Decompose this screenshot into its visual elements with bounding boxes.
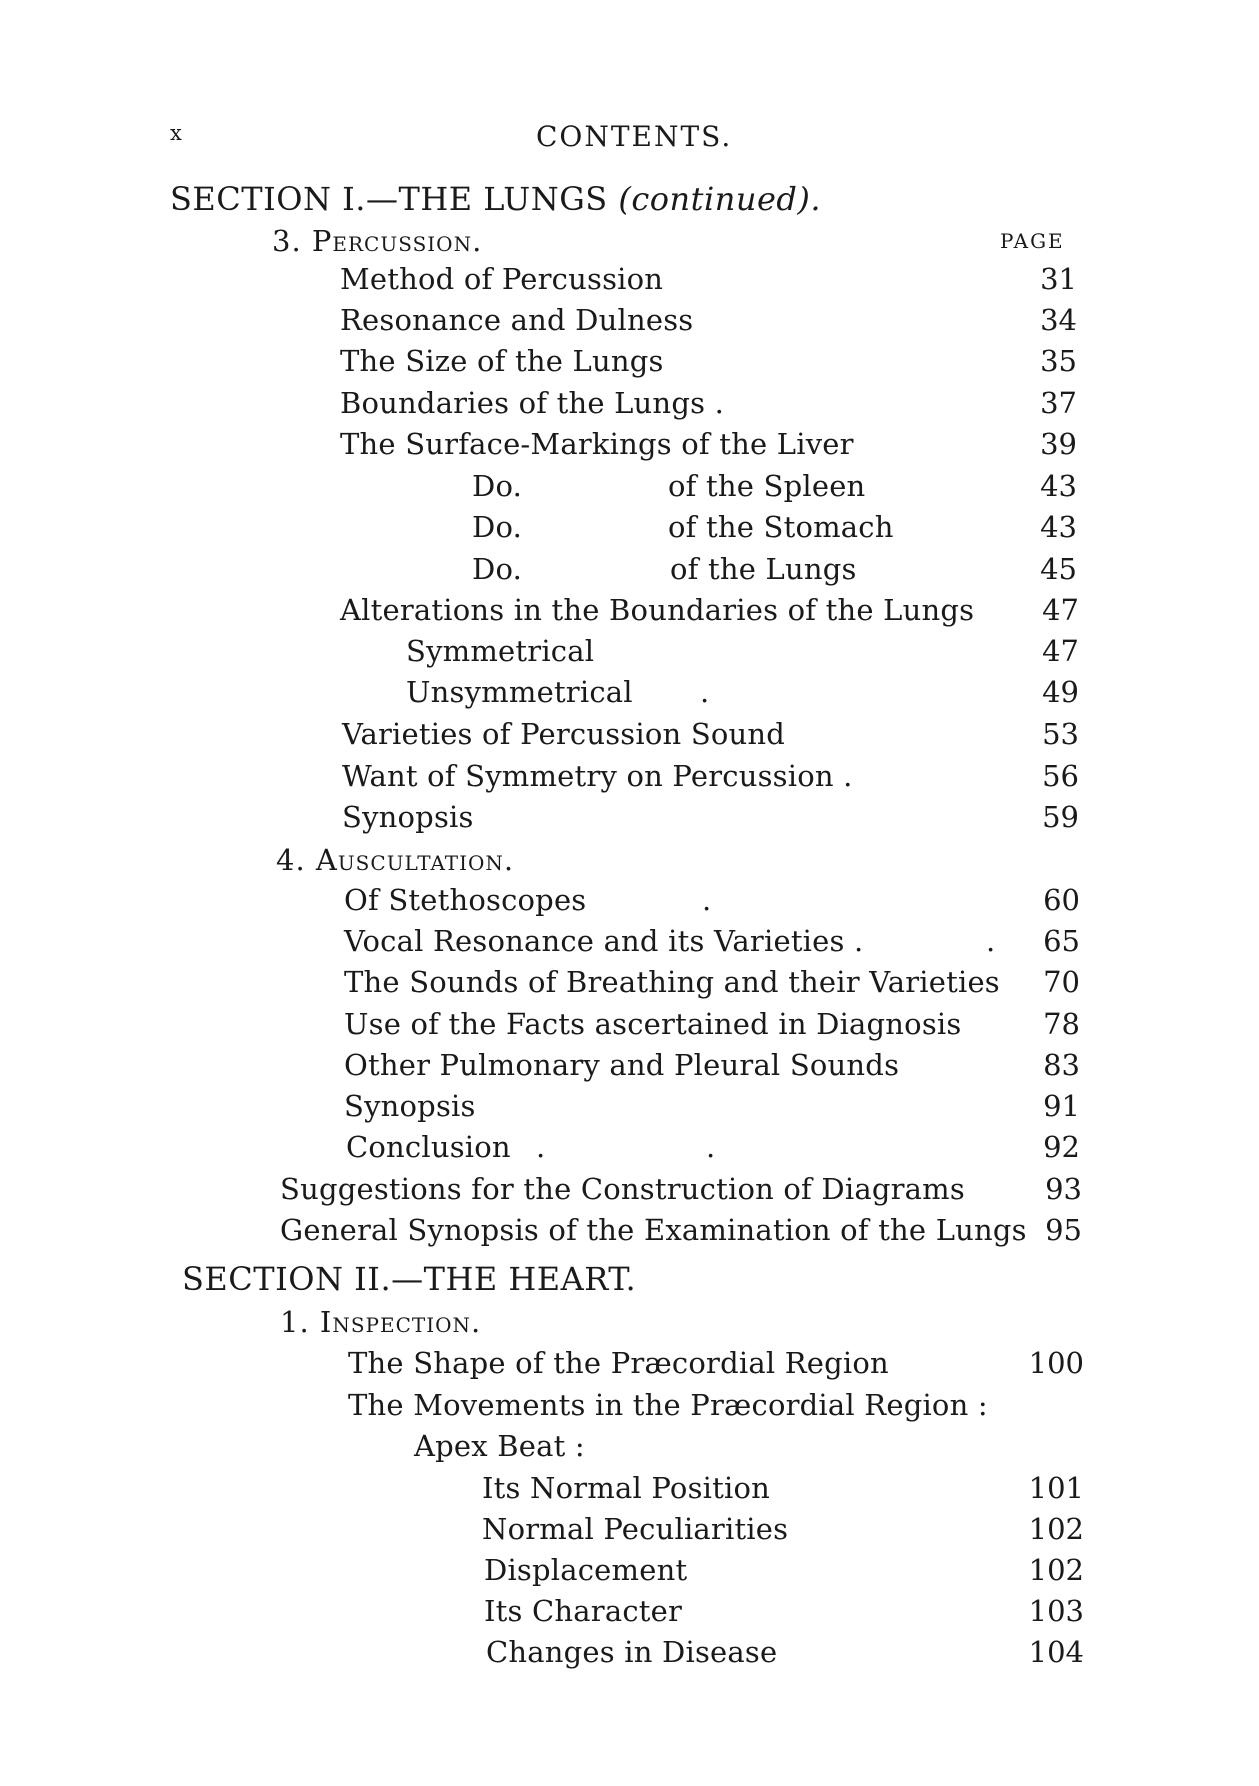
- toc-entry-label: Suggestions for the Construction of Diagrams: [280, 1172, 965, 1206]
- toc-entry-page: 43: [1040, 469, 1077, 503]
- toc-entry-page: 53: [1042, 717, 1079, 751]
- toc-entry-label: Symmetrical: [406, 634, 595, 668]
- toc-entry-page: 43: [1040, 510, 1077, 544]
- leader-dot: .: [702, 883, 712, 917]
- toc-entry-page: 35: [1040, 344, 1077, 378]
- toc-entry-page: 92: [1043, 1130, 1080, 1164]
- leader-dot: .: [986, 924, 996, 958]
- subsection-auscultation-heading: 4. Auscultation.: [276, 843, 515, 877]
- toc-entry-label: The Movements in the Præcordial Region :: [348, 1388, 988, 1422]
- toc-entry-ditto: Do.: [472, 552, 523, 586]
- toc-entry-label: Of Stethoscopes: [344, 883, 587, 917]
- page-title: CONTENTS.: [536, 120, 733, 153]
- toc-entry-page: 103: [1028, 1594, 1084, 1628]
- section-1-title-note: (continued).: [618, 180, 822, 218]
- toc-entry-page: 104: [1028, 1635, 1084, 1669]
- toc-entry-label: Its Character: [484, 1594, 683, 1628]
- toc-entry-label: Method of Percussion: [340, 262, 664, 296]
- toc-entry-page: 91: [1043, 1089, 1080, 1123]
- toc-entry-label: of the Stomach: [668, 510, 894, 544]
- toc-entry-label: Unsymmetrical: [406, 675, 633, 709]
- page-column-label: PAGE: [1000, 229, 1065, 253]
- toc-entry-page: 60: [1043, 883, 1080, 917]
- toc-entry-page: 78: [1043, 1007, 1080, 1041]
- toc-entry-page: 102: [1028, 1512, 1084, 1546]
- toc-entry-label: Apex Beat :: [414, 1429, 585, 1463]
- section-2-title: SECTION II.—THE HEART.: [182, 1260, 637, 1298]
- section-1-title-text: SECTION I.—THE LUNGS: [170, 180, 608, 218]
- leader-dot: .: [700, 675, 710, 709]
- leader-dot: .: [536, 1130, 546, 1164]
- toc-entry-label: Displacement: [484, 1553, 688, 1587]
- toc-entry-label: Vocal Resonance and its Varieties .: [344, 924, 864, 958]
- toc-entry-page: 39: [1040, 427, 1077, 461]
- toc-entry-label: Varieties of Percussion Sound: [342, 717, 786, 751]
- toc-entry-page: 70: [1043, 965, 1080, 999]
- toc-entry-label: of the Spleen: [668, 469, 866, 503]
- toc-entry-page: 49: [1042, 675, 1079, 709]
- toc-entry-page: 95: [1045, 1213, 1082, 1247]
- toc-entry-label: The Size of the Lungs: [340, 344, 664, 378]
- toc-entry-page: 47: [1042, 634, 1079, 668]
- toc-entry-ditto: Do.: [472, 510, 523, 544]
- toc-entry-label: Use of the Facts ascertained in Diagnosis: [344, 1007, 962, 1041]
- leader-dot: .: [706, 1130, 716, 1164]
- toc-entry-label: Synopsis: [344, 1089, 476, 1123]
- toc-entry-label: The Sounds of Breathing and their Varieties: [344, 965, 1000, 999]
- toc-entry-label: Want of Symmetry on Percussion .: [342, 759, 853, 793]
- toc-entry-page: 100: [1028, 1346, 1084, 1380]
- page-number: x: [170, 121, 184, 145]
- toc-entry-page: 65: [1043, 924, 1080, 958]
- toc-entry-page: 31: [1040, 262, 1077, 296]
- toc-entry-page: 93: [1045, 1172, 1082, 1206]
- toc-entry-page: 101: [1028, 1471, 1084, 1505]
- subsection-inspection-heading: 1. Inspection.: [280, 1305, 482, 1339]
- toc-entry-label: Changes in Disease: [486, 1635, 778, 1669]
- toc-entry-label: of the Lungs: [670, 552, 857, 586]
- toc-entry-ditto: Do.: [472, 469, 523, 503]
- toc-entry-page: 37: [1040, 386, 1077, 420]
- toc-entry-label: Boundaries of the Lungs .: [340, 386, 724, 420]
- toc-entry-page: 59: [1042, 800, 1079, 834]
- toc-entry-label: The Shape of the Præcordial Region: [348, 1346, 889, 1380]
- toc-entry-label: The Surface-Markings of the Liver: [340, 427, 854, 461]
- toc-entry-label: Conclusion: [346, 1130, 511, 1164]
- subsection-percussion-heading: 3. Percussion.: [272, 224, 483, 258]
- toc-entry-label: Normal Peculiarities: [482, 1512, 789, 1546]
- toc-entry-page: 47: [1042, 593, 1079, 627]
- toc-entry-label: Alterations in the Boundaries of the Lungs: [340, 593, 975, 627]
- toc-entry-page: 34: [1040, 303, 1077, 337]
- toc-entry-page: 83: [1043, 1048, 1080, 1082]
- toc-entry-page: 45: [1040, 552, 1077, 586]
- toc-entry-label: Its Normal Position: [482, 1471, 771, 1505]
- toc-entry-label: Synopsis: [342, 800, 474, 834]
- toc-entry-label: Other Pulmonary and Pleural Sounds: [344, 1048, 900, 1082]
- toc-entry-page: 102: [1028, 1553, 1084, 1587]
- section-1-title: [170, 180, 822, 218]
- toc-entry-label: Resonance and Dulness: [340, 303, 694, 337]
- toc-entry-page: 56: [1042, 759, 1079, 793]
- toc-entry-label: General Synopsis of the Examination of the Lungs: [280, 1213, 1027, 1247]
